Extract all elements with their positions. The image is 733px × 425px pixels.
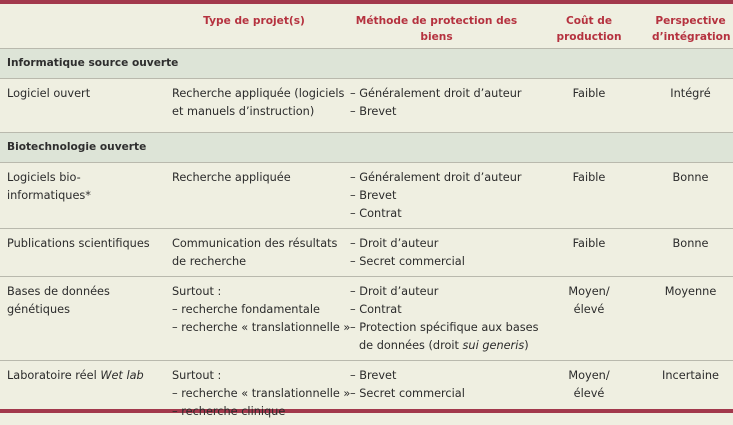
row-method-item: – Brevet — [350, 104, 397, 118]
row-type — [165, 78, 343, 132]
header-production-cost: Coût de production — [530, 4, 648, 48]
row-method-item-continued — [350, 337, 529, 355]
row-cost-line: élevé — [573, 386, 605, 400]
row-name — [0, 360, 165, 425]
table-row — [0, 360, 733, 425]
header-integration — [648, 4, 733, 48]
section-row-open-biotechnology — [0, 132, 733, 162]
header-integration-line2: d’intégration — [652, 31, 731, 43]
row-integration: Bonne — [648, 228, 733, 276]
row-type-line: Communication des résultats — [172, 236, 338, 250]
section-row-open-source-software — [0, 48, 733, 78]
comparison-table — [0, 4, 733, 425]
row-type-line: Surtout : — [172, 368, 222, 382]
row-type-line: – recherche « translationnelle » — [172, 386, 351, 400]
row-methods — [343, 228, 530, 276]
table-row — [0, 228, 733, 276]
row-name: Bases de données génétiques — [0, 276, 165, 360]
row-methods — [343, 360, 530, 425]
row-method-item: – Contrat — [350, 302, 402, 316]
row-name: Logiciels bio-informatiques* — [0, 162, 165, 228]
header-protection-method: Méthode de protection des biens — [343, 4, 530, 48]
row-type-line: – recherche « translationnelle » — [172, 320, 351, 334]
row-integration: Intégré — [648, 78, 733, 132]
row-type-line: et manuels d’instruction) — [172, 104, 315, 118]
header-integration-line1: Perspective — [655, 15, 726, 27]
row-method-item: – Généralement droit d’auteur — [350, 170, 522, 184]
row-name-text: Laboratoire réel — [7, 368, 101, 382]
row-name: Publications scientifiques — [0, 228, 165, 276]
header-project-name — [0, 4, 165, 48]
row-cost — [530, 360, 648, 425]
row-type — [165, 276, 351, 360]
row-method-item: – Généralement droit d’auteur — [350, 86, 522, 100]
section-title: Biotechnologie ouverte — [0, 132, 733, 162]
section-title: Informatique source ouverte — [0, 48, 733, 78]
row-method-item: – Secret commercial — [350, 254, 465, 268]
row-cost-line: élevé — [573, 302, 605, 316]
row-type-line: Recherche appliquée — [172, 170, 291, 184]
row-integration: Moyenne — [648, 276, 733, 360]
row-method-item: – Brevet — [350, 188, 397, 202]
table-row — [0, 276, 733, 360]
table-row — [0, 162, 733, 228]
row-methods — [343, 276, 539, 360]
row-method-item: – Secret commercial — [350, 386, 465, 400]
row-cost: Faible — [530, 228, 648, 276]
table-row — [0, 78, 733, 132]
row-method-text: de données (droit — [359, 338, 463, 352]
row-type-line: de recherche — [172, 254, 247, 268]
row-type-line: – recherche fondamentale — [172, 302, 320, 316]
row-method-item: – Droit d’auteur — [350, 284, 439, 298]
row-name-italic: Wet lab — [100, 368, 144, 382]
row-type-line: – recherche clinique — [172, 404, 286, 418]
row-methods — [343, 78, 530, 132]
row-method-italic: sui generis — [462, 338, 525, 352]
row-integration: Incertaine — [648, 360, 733, 425]
row-methods — [343, 162, 530, 228]
row-type — [165, 228, 343, 276]
header-project-type: Type de projet(s) — [165, 4, 343, 48]
row-type — [165, 360, 351, 425]
row-method-item: – Droit d’auteur — [350, 236, 439, 250]
row-type-line: Surtout : — [172, 284, 222, 298]
row-cost: Faible — [530, 78, 648, 132]
row-cost — [530, 276, 648, 360]
row-cost-line: Moyen/ — [568, 284, 610, 298]
table-header-row — [0, 4, 733, 48]
row-method-item: – Brevet — [350, 368, 397, 382]
row-method-item: – Protection spécifique aux bases — [350, 320, 539, 334]
row-type — [165, 162, 343, 228]
row-method-tail: ) — [524, 338, 529, 352]
row-cost-line: Moyen/ — [568, 368, 610, 382]
row-name: Logiciel ouvert — [0, 78, 165, 132]
row-method-item: – Contrat — [350, 206, 402, 220]
row-cost: Faible — [530, 162, 648, 228]
row-integration: Bonne — [648, 162, 733, 228]
row-type-line: Recherche appliquée (logiciels — [172, 86, 345, 100]
